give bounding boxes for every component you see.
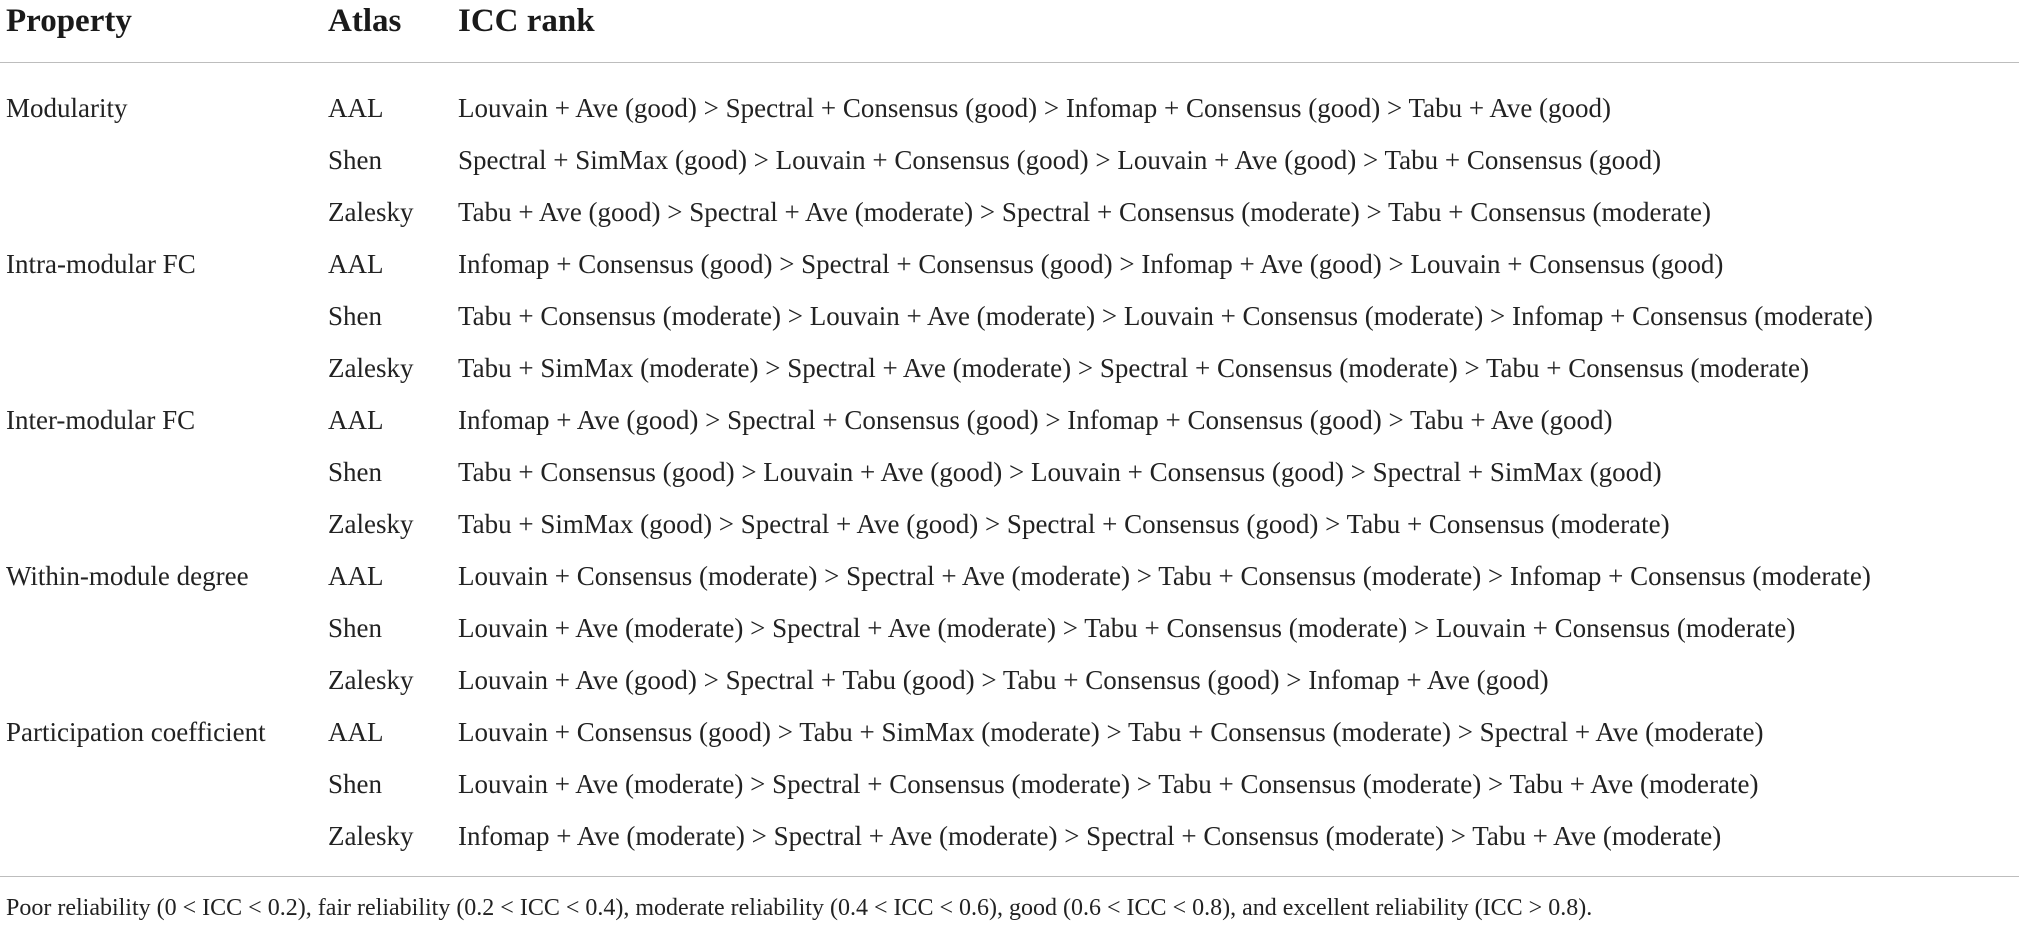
table-row <box>0 507 2019 559</box>
atlas-cell: Zalesky <box>328 821 414 851</box>
header-divider <box>0 62 2019 63</box>
atlas-cell: AAL <box>328 561 384 591</box>
property-cell: Participation coefficient <box>6 717 266 747</box>
property-cell: Intra-modular FC <box>6 249 196 279</box>
atlas-cell: Zalesky <box>328 353 414 383</box>
table-row <box>0 351 2019 403</box>
table-row <box>0 403 2019 455</box>
icc-rank-cell: Louvain + Ave (good) > Spectral + Consensus (good) > Infomap + Consensus (good) > Tabu + Ave (good) <box>458 93 1612 123</box>
icc-rank-cell: Tabu + SimMax (moderate) > Spectral + Ave (moderate) > Spectral + Consensus (moderate) > Tabu + Consensus (moderate) <box>458 353 1809 383</box>
header-atlas: Atlas <box>328 3 402 39</box>
table-row <box>0 559 2019 611</box>
atlas-cell: AAL <box>328 405 384 435</box>
property-cell: Modularity <box>6 93 128 123</box>
icc-rank-cell: Tabu + SimMax (good) > Spectral + Ave (good) > Spectral + Consensus (good) > Tabu + Consensus (moderate) <box>458 509 1670 539</box>
icc-rank-cell: Louvain + Ave (good) > Spectral + Tabu (good) > Tabu + Consensus (good) > Infomap + Ave (good) <box>458 665 1549 695</box>
atlas-cell: Shen <box>328 301 382 331</box>
table-row <box>0 143 2019 195</box>
atlas-cell: Zalesky <box>328 509 414 539</box>
icc-rank-cell: Spectral + SimMax (good) > Louvain + Consensus (good) > Louvain + Ave (good) > Tabu + Consensus (good) <box>458 145 1662 175</box>
icc-rank-cell: Louvain + Consensus (good) > Tabu + SimMax (moderate) > Tabu + Consensus (moderate) > Spectral + Ave (moderate) <box>458 717 1764 747</box>
icc-rank-cell: Tabu + Consensus (good) > Louvain + Ave (good) > Louvain + Consensus (good) > Spectral + SimMax (good) <box>458 457 1662 487</box>
atlas-cell: AAL <box>328 249 384 279</box>
icc-rank-cell: Tabu + Ave (good) > Spectral + Ave (moderate) > Spectral + Consensus (moderate) > Tabu + Consensus (moderate) <box>458 197 1711 227</box>
atlas-cell: AAL <box>328 717 384 747</box>
property-cell: Inter-modular FC <box>6 405 196 435</box>
atlas-cell: Shen <box>328 769 382 799</box>
header-property: Property <box>6 3 132 39</box>
table-row <box>0 767 2019 819</box>
atlas-cell: Shen <box>328 457 382 487</box>
atlas-cell: AAL <box>328 93 384 123</box>
table-row <box>0 299 2019 351</box>
table-row <box>0 455 2019 507</box>
atlas-cell: Shen <box>328 145 382 175</box>
table-row <box>0 715 2019 767</box>
header-icc-rank: ICC rank <box>458 3 595 39</box>
table-footnote: Poor reliability (0 < ICC < 0.2), fair reliability (0.2 < ICC < 0.4), moderate reliability (0.4 < ICC < 0.6), good (0.6 < ICC < 0.8), and excellent reliability (ICC > 0.8). <box>6 895 1593 921</box>
atlas-cell: Shen <box>328 613 382 643</box>
atlas-cell: Zalesky <box>328 665 414 695</box>
property-cell: Within-module degree <box>6 561 249 591</box>
icc-rank-cell: Infomap + Ave (good) > Spectral + Consensus (good) > Infomap + Consensus (good) > Tabu + Ave (good) <box>458 405 1613 435</box>
table-row <box>0 611 2019 663</box>
table-row <box>0 819 2019 871</box>
icc-rank-cell: Louvain + Consensus (moderate) > Spectral + Ave (moderate) > Tabu + Consensus (moderate) > Infomap + Consensus (moderate) <box>458 561 1871 591</box>
icc-rank-cell: Tabu + Consensus (moderate) > Louvain + Ave (moderate) > Louvain + Consensus (moderate) > Infomap + Consensus (moderate) <box>458 301 1873 331</box>
icc-rank-cell: Infomap + Ave (moderate) > Spectral + Ave (moderate) > Spectral + Consensus (moderate) > Tabu + Ave (moderate) <box>458 821 1722 851</box>
icc-rank-cell: Infomap + Consensus (good) > Spectral + Consensus (good) > Infomap + Ave (good) > Louvain + Consensus (good) <box>458 249 1724 279</box>
table-header-row <box>0 0 2019 62</box>
icc-rank-cell: Louvain + Ave (moderate) > Spectral + Ave (moderate) > Tabu + Consensus (moderate) > Louvain + Consensus (moderate) <box>458 613 1796 643</box>
table-row <box>0 91 2019 143</box>
footer-divider <box>0 876 2019 877</box>
table-row <box>0 195 2019 247</box>
icc-rank-cell: Louvain + Ave (moderate) > Spectral + Consensus (moderate) > Tabu + Consensus (moderate) > Tabu + Ave (moderate) <box>458 769 1759 799</box>
atlas-cell: Zalesky <box>328 197 414 227</box>
table-row <box>0 247 2019 299</box>
table-row <box>0 663 2019 715</box>
